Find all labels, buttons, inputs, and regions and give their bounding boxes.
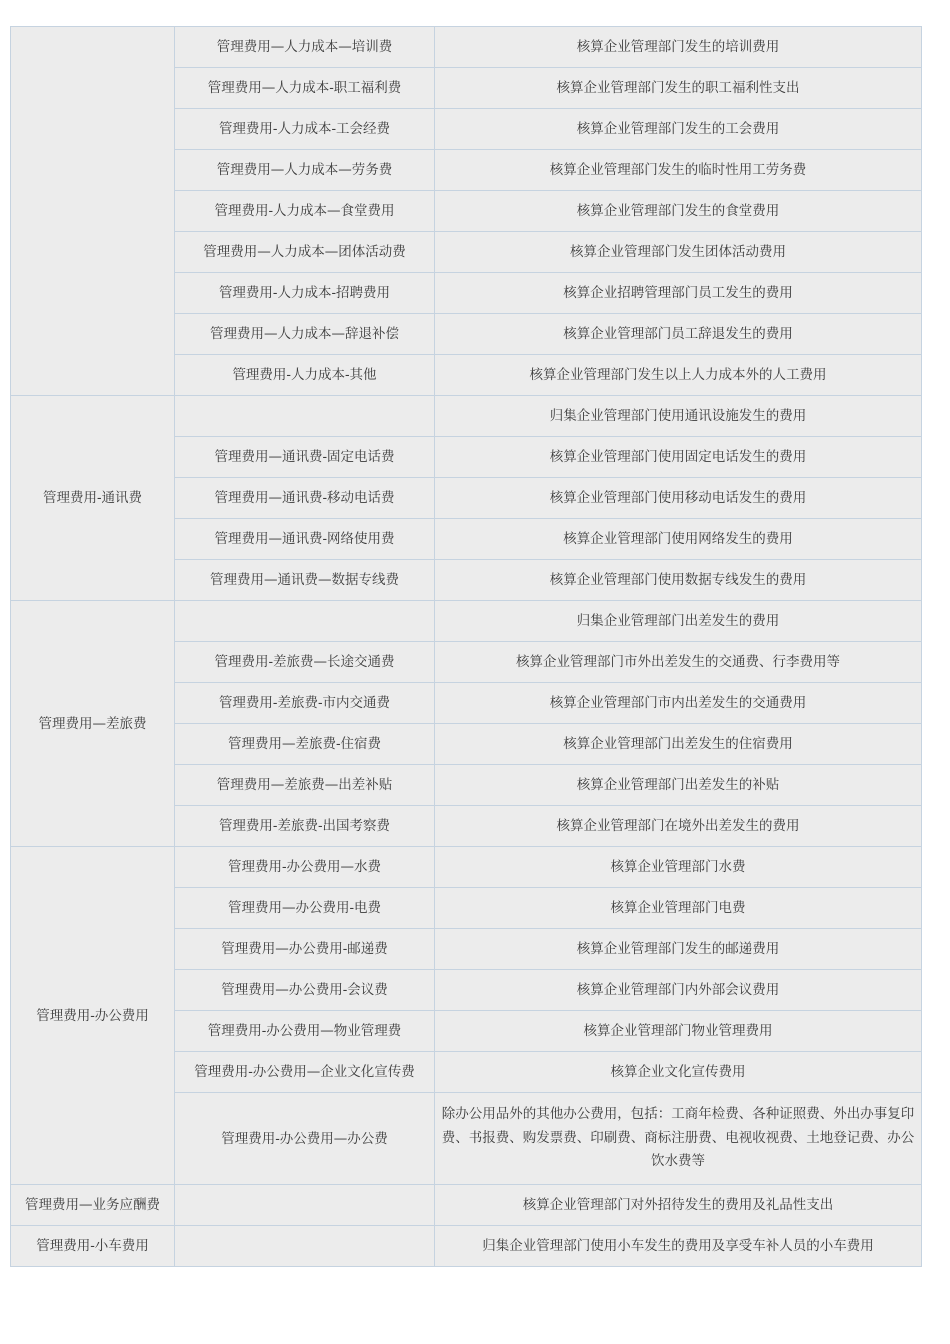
description-cell: 核算企业管理部门电费	[435, 888, 922, 929]
subaccount-cell: 管理费用-差旅费-出国考察费	[175, 806, 435, 847]
subaccount-cell: 管理费用-人力成本—食堂费用	[175, 191, 435, 232]
subaccount-cell: 管理费用—通讯费-固定电话费	[175, 437, 435, 478]
subaccount-cell: 管理费用-人力成本-招聘费用	[175, 273, 435, 314]
subaccount-cell: 管理费用—办公费用-邮递费	[175, 929, 435, 970]
table-row	[11, 1185, 922, 1226]
description-cell: 核算企业管理部门市外出差发生的交通费、行李费用等	[435, 642, 922, 683]
description-cell: 核算企业管理部门发生的食堂费用	[435, 191, 922, 232]
subaccount-cell: 管理费用—人力成本—辞退补偿	[175, 314, 435, 355]
category-cell: 管理费用—差旅费	[11, 601, 175, 847]
subaccount-cell: 管理费用-人力成本-工会经费	[175, 109, 435, 150]
subaccount-cell: 管理费用—办公费用-电费	[175, 888, 435, 929]
description-cell: 核算企业管理部门水费	[435, 847, 922, 888]
subaccount-cell: 管理费用-办公费用—办公费	[175, 1093, 435, 1185]
description-cell: 核算企业管理部门使用网络发生的费用	[435, 519, 922, 560]
table-row	[11, 1226, 922, 1267]
description-cell: 核算企业管理部门市内出差发生的交通费用	[435, 683, 922, 724]
table-row	[11, 27, 922, 68]
description-cell: 核算企业管理部门对外招待发生的费用及礼品性支出	[435, 1185, 922, 1226]
description-cell: 核算企业管理部门发生团体活动费用	[435, 232, 922, 273]
subaccount-cell: 管理费用—通讯费-移动电话费	[175, 478, 435, 519]
description-cell: 核算企业管理部门内外部会议费用	[435, 970, 922, 1011]
table-body	[11, 27, 922, 1267]
category-cell	[11, 27, 175, 396]
category-cell: 管理费用-小车费用	[11, 1226, 175, 1267]
subaccount-cell	[175, 396, 435, 437]
description-cell: 核算企业管理部门发生的职工福利性支出	[435, 68, 922, 109]
subaccount-cell	[175, 1226, 435, 1267]
category-cell: 管理费用-办公费用	[11, 847, 175, 1185]
category-cell: 管理费用-通讯费	[11, 396, 175, 601]
subaccount-cell: 管理费用-差旅费-市内交通费	[175, 683, 435, 724]
subaccount-cell: 管理费用-办公费用—水费	[175, 847, 435, 888]
description-cell: 核算企业管理部门使用数据专线发生的费用	[435, 560, 922, 601]
description-cell: 核算企业管理部门发生的工会费用	[435, 109, 922, 150]
description-cell: 归集企业管理部门使用小车发生的费用及享受车补人员的小车费用	[435, 1226, 922, 1267]
description-cell: 核算企业管理部门发生以上人力成本外的人工费用	[435, 355, 922, 396]
subaccount-cell: 管理费用-办公费用—企业文化宣传费	[175, 1052, 435, 1093]
subaccount-cell: 管理费用-人力成本-其他	[175, 355, 435, 396]
description-cell: 归集企业管理部门出差发生的费用	[435, 601, 922, 642]
subaccount-cell: 管理费用—差旅费—出差补贴	[175, 765, 435, 806]
subaccount-cell: 管理费用—人力成本-职工福利费	[175, 68, 435, 109]
table-row	[11, 847, 922, 888]
description-cell: 核算企业管理部门出差发生的住宿费用	[435, 724, 922, 765]
table-row	[11, 396, 922, 437]
description-cell: 核算企业管理部门发生的邮递费用	[435, 929, 922, 970]
subaccount-cell	[175, 1185, 435, 1226]
account-subject-table	[10, 26, 922, 1267]
description-cell: 核算企业文化宣传费用	[435, 1052, 922, 1093]
description-cell: 核算企业管理部门发生的培训费用	[435, 27, 922, 68]
description-cell: 核算企业管理部门使用固定电话发生的费用	[435, 437, 922, 478]
subaccount-cell: 管理费用—通讯费—数据专线费	[175, 560, 435, 601]
subaccount-cell	[175, 601, 435, 642]
description-cell: 核算企业管理部门使用移动电话发生的费用	[435, 478, 922, 519]
subaccount-cell: 管理费用—人力成本—劳务费	[175, 150, 435, 191]
description-cell: 除办公用品外的其他办公费用，包括：工商年检费、各种证照费、外出办事复印费、书报费、购发票费、印刷费、商标注册费、电视收视费、土地登记费、办公饮水费等	[435, 1093, 922, 1185]
subaccount-cell: 管理费用-办公费用—物业管理费	[175, 1011, 435, 1052]
description-cell: 归集企业管理部门使用通讯设施发生的费用	[435, 396, 922, 437]
description-cell: 核算企业管理部门员工辞退发生的费用	[435, 314, 922, 355]
subaccount-cell: 管理费用—办公费用-会议费	[175, 970, 435, 1011]
subaccount-cell: 管理费用-差旅费—长途交通费	[175, 642, 435, 683]
description-cell: 核算企业管理部门发生的临时性用工劳务费	[435, 150, 922, 191]
subaccount-cell: 管理费用—通讯费-网络使用费	[175, 519, 435, 560]
description-cell: 核算企业管理部门物业管理费用	[435, 1011, 922, 1052]
subaccount-cell: 管理费用—人力成本—团体活动费	[175, 232, 435, 273]
description-cell: 核算企业管理部门在境外出差发生的费用	[435, 806, 922, 847]
table-row	[11, 601, 922, 642]
subaccount-cell: 管理费用—人力成本—培训费	[175, 27, 435, 68]
description-cell: 核算企业招聘管理部门员工发生的费用	[435, 273, 922, 314]
subaccount-cell: 管理费用—差旅费-住宿费	[175, 724, 435, 765]
description-cell: 核算企业管理部门出差发生的补贴	[435, 765, 922, 806]
category-cell: 管理费用—业务应酬费	[11, 1185, 175, 1226]
